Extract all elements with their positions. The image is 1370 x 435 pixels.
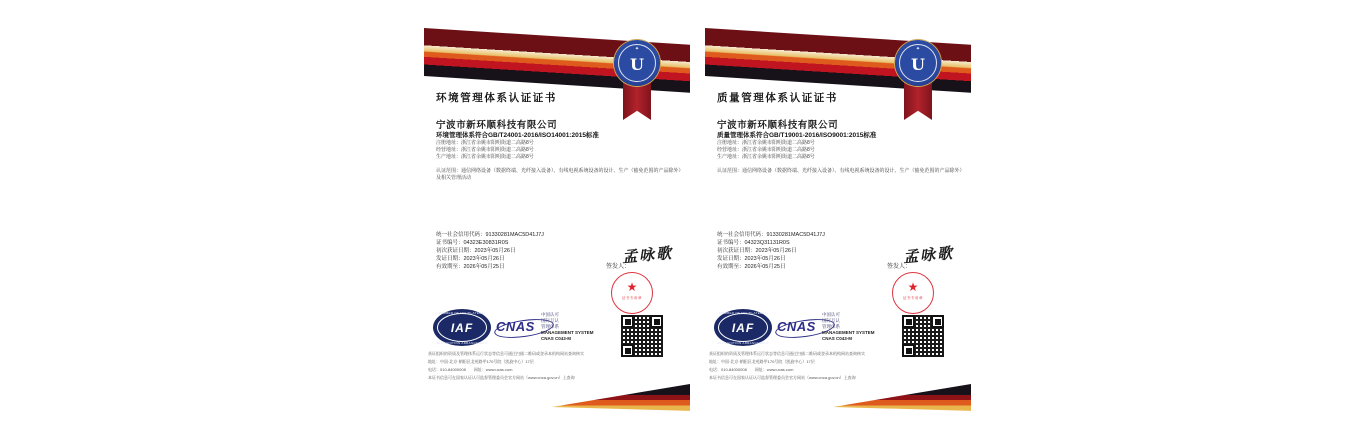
qr-code [621, 315, 663, 357]
medal-letter: U [911, 54, 925, 74]
certificate-number: 证书编号：04323E30831R0S [436, 240, 509, 246]
iaf-ring-text-top: MEMBER OF MULTILATERAL [438, 310, 486, 315]
accreditation-line-2: 国际互认 [822, 318, 840, 323]
medal-badge-icon [614, 40, 660, 86]
company-name: 宁波市新环顺科技有限公司 [436, 120, 558, 131]
issue-date: 发证日期：2023年05月26日 [436, 256, 505, 262]
footer-line-4: 本证书信息可在国家认证认可监督管理委员会官方网站（www.cnca.gov.cn）上查询 [709, 375, 856, 380]
footer-line-2: 地址：中国·北京·朝阳区北苑路甲170号院（凯旋中心）17层 [709, 359, 815, 364]
production-address: 生产地址：浙江省余姚市阳明街道二高路8号 [436, 154, 534, 160]
footer-line-3: 电话：010-84000008 网址：www.ucas.com [709, 367, 794, 372]
qr-finder-icon [621, 344, 634, 357]
medal-badge-icon [895, 40, 941, 86]
address-block [436, 140, 534, 161]
issue-date: 发证日期：2023年05月26日 [717, 256, 786, 262]
business-address: 经营地址：浙江省余姚市阳明街道二高路8号 [436, 147, 534, 153]
accreditation-line-3: 管理体系 [541, 324, 559, 329]
valid-until-date: 有效期至：2026年05月25日 [436, 264, 505, 270]
certification-medal [890, 38, 946, 122]
qr-finder-icon [902, 315, 915, 328]
qr-finder-icon [650, 315, 663, 328]
iaf-logo [714, 309, 772, 346]
address-block [717, 140, 815, 161]
medal-spark-icon: ✦ [915, 46, 921, 52]
registered-address: 注册地址：浙江省余姚市阳明街道二高路8号 [436, 140, 534, 146]
certification-medal [609, 38, 665, 122]
cnas-label: CNAS [496, 319, 535, 334]
iaf-logo [433, 309, 491, 346]
signer-signature: 孟咏歌 [621, 243, 674, 267]
iaf-label: IAF [450, 320, 474, 335]
credit-code: 统一社会信用代码：91330281MAC5D41J7J [436, 232, 544, 238]
certificate-number: 证书编号：04323Q31131R0S [717, 240, 790, 246]
issuer-footer-block [428, 350, 584, 382]
accreditation-line-3: 管理体系 [822, 324, 840, 329]
seal-banner-text: 证书专用章 [622, 296, 642, 300]
footer-line-4: 本证书信息可在国家认证认可监督管理委员会官方网站（www.cnca.gov.cn）上查询 [428, 375, 575, 380]
seal-banner-text: 证书专用章 [903, 296, 923, 300]
accreditation-text-block [822, 312, 875, 342]
red-official-seal [892, 272, 934, 314]
qr-code [902, 315, 944, 357]
accreditation-text-block [541, 312, 594, 342]
signer-label: 签发人： [887, 264, 912, 270]
cnas-label: CNAS [777, 319, 816, 334]
accreditation-line-5: CNAS C043-M [541, 336, 572, 341]
certificate [410, 20, 692, 424]
certificate-title: 环境管理体系认证证书 [436, 92, 557, 104]
medal-spark-icon: ✦ [634, 46, 640, 52]
iaf-label: IAF [731, 320, 755, 335]
bottom-stripe-wedge [833, 384, 971, 412]
certification-scope: 认证范围：通信网络设备（数据终端、光纤接入设备）、有线电视系统设备的设计、生产（豁免范围的产品除外）及相关管理活动 [436, 168, 684, 181]
iaf-ring-text-bottom: RECOGNITION ARRANGEMENT [435, 340, 489, 345]
business-address: 经营地址：浙江省余姚市阳明街道二高路8号 [717, 147, 815, 153]
iaf-ring-text-bottom: RECOGNITION ARRANGEMENT [716, 340, 770, 345]
production-address: 生产地址：浙江省余姚市阳明街道二高路8号 [717, 154, 815, 160]
first-issue-date: 初次获证日期：2023年05月26日 [436, 248, 516, 254]
accreditation-line-1: 中国认可 [541, 312, 559, 317]
certificate-info-block [717, 231, 825, 271]
signer-label: 签发人： [606, 264, 631, 270]
registered-address: 注册地址：浙江省余姚市阳明街道二高路8号 [717, 140, 815, 146]
seal-star-icon: ★ [626, 280, 638, 294]
accreditation-line-5: CNAS C043-M [822, 336, 853, 341]
iaf-ring-text-top: MEMBER OF MULTILATERAL [719, 310, 767, 315]
seal-star-icon: ★ [907, 280, 919, 294]
qr-finder-icon [621, 315, 634, 328]
certificate-title: 质量管理体系认证证书 [717, 92, 838, 104]
qr-finder-icon [931, 315, 944, 328]
accreditation-line-4: MANAGEMENT SYSTEM [822, 330, 875, 335]
medal-letter: U [630, 54, 644, 74]
footer-line-1: 获证组织的资质及管理体系运行状态等信息可通过扫描二维码或登录本机构网站查询核实 [709, 351, 865, 356]
footer-line-1: 获证组织的资质及管理体系运行状态等信息可通过扫描二维码或登录本机构网站查询核实 [428, 351, 584, 356]
accreditation-line-2: 国际互认 [541, 318, 559, 323]
certificate-info-block [436, 231, 544, 271]
red-official-seal [611, 272, 653, 314]
signer-signature: 孟咏歌 [902, 243, 955, 267]
qr-finder-icon [902, 344, 915, 357]
accreditation-line-1: 中国认可 [822, 312, 840, 317]
first-issue-date: 初次获证日期：2023年05月26日 [717, 248, 797, 254]
accreditation-line-4: MANAGEMENT SYSTEM [541, 330, 594, 335]
standard-line: 环境管理体系符合GB/T24001-2016/ISO14001:2015标准 [436, 132, 599, 139]
valid-until-date: 有效期至：2026年05月25日 [717, 264, 786, 270]
standard-line: 质量管理体系符合GB/T19001-2016/ISO9001:2015标准 [717, 132, 877, 139]
issuer-footer-block [709, 350, 865, 382]
credit-code: 统一社会信用代码：91330281MAC5D41J7J [717, 232, 825, 238]
company-name: 宁波市新环顺科技有限公司 [717, 120, 839, 131]
bottom-stripe-wedge [552, 384, 690, 412]
footer-line-3: 电话：010-84000008 网址：www.ucas.com [428, 367, 513, 372]
footer-line-2: 地址：中国·北京·朝阳区北苑路甲170号院（凯旋中心）17层 [428, 359, 534, 364]
certificate [691, 20, 973, 424]
certification-scope: 认证范围：通信网络设备（数据终端、光纤接入设备）、有线电视系统设备的设计、生产（豁免范围的产品除外） [717, 168, 965, 174]
